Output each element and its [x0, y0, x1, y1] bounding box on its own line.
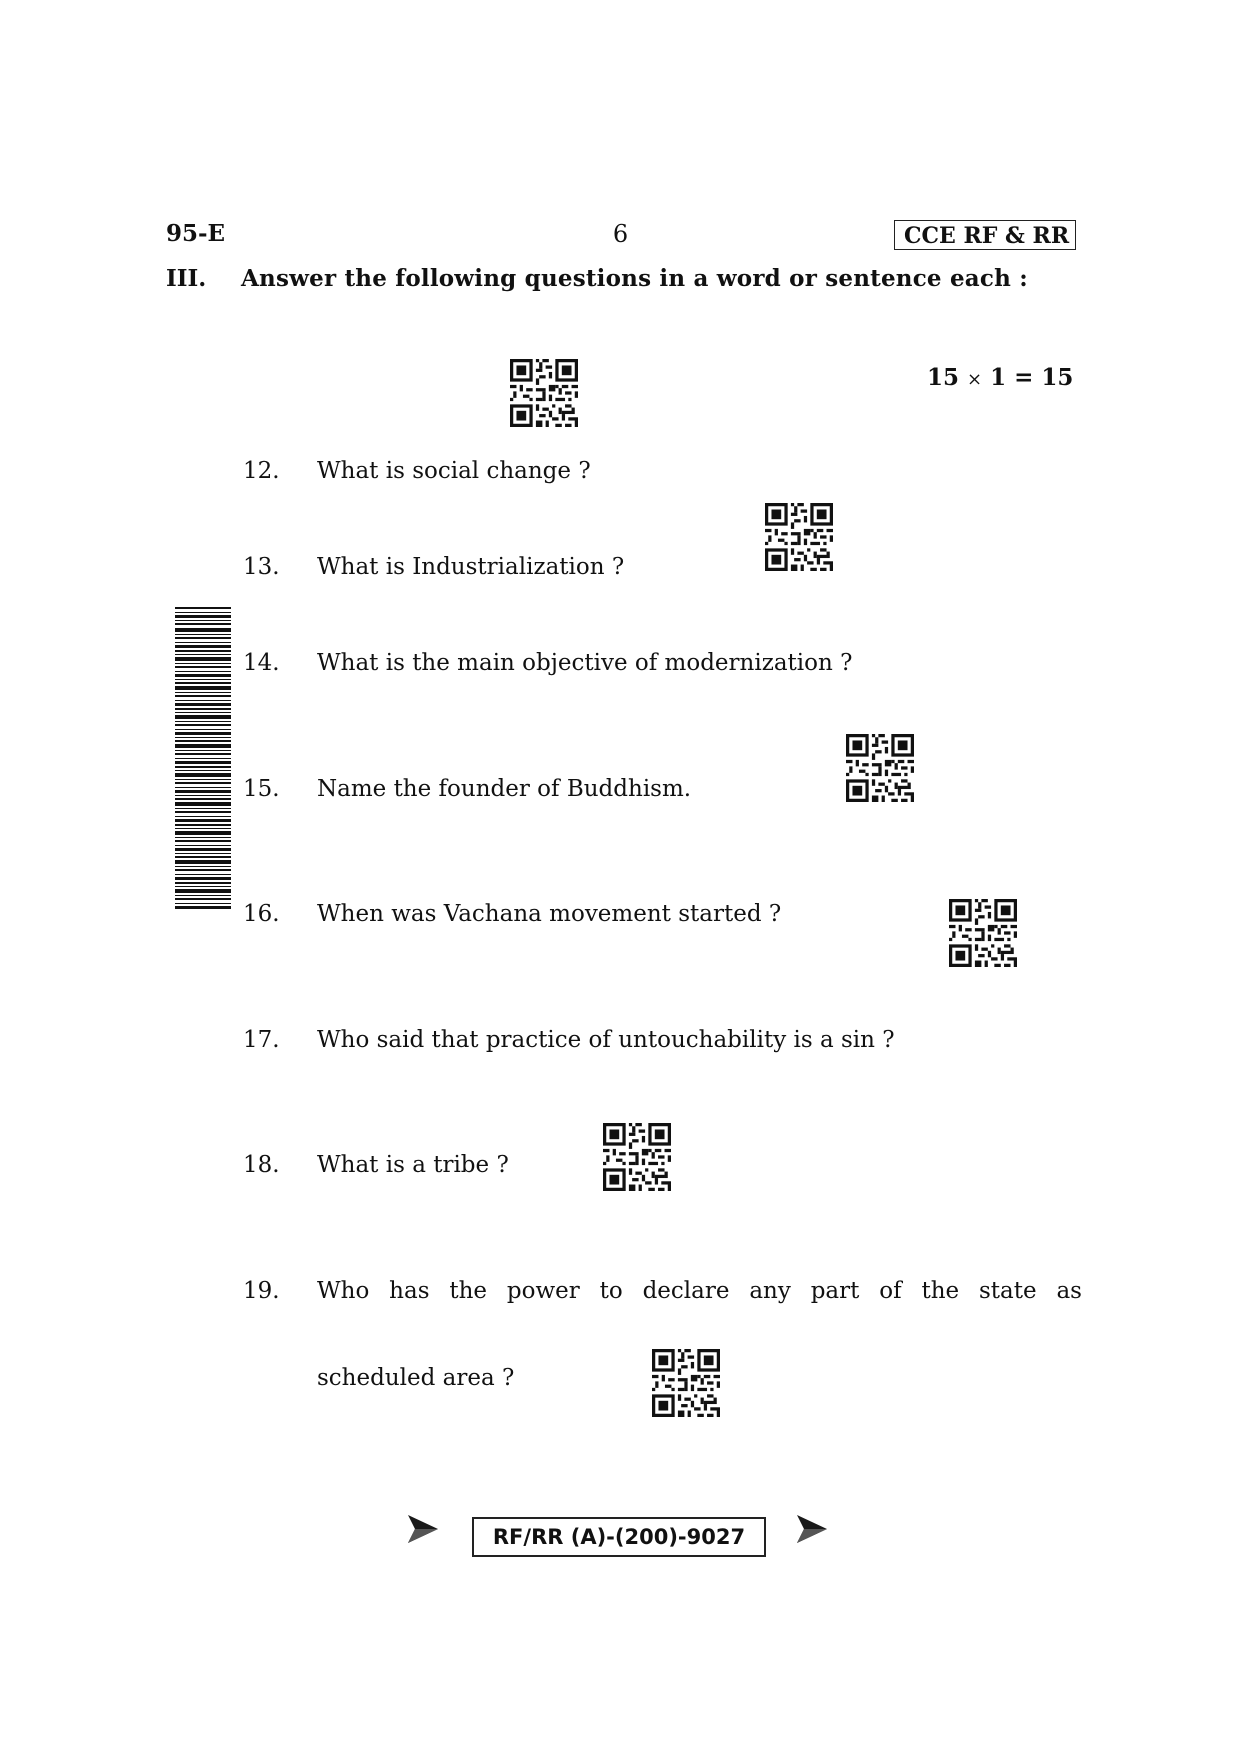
question-text: Name the founder of Buddhism. [317, 776, 692, 802]
marks-count: 15 [927, 364, 960, 391]
question-number: 14. [243, 650, 280, 676]
question-number: 13. [243, 554, 280, 580]
question-number: 15. [243, 776, 280, 802]
question-text: When was Vachana movement started ? [317, 901, 782, 927]
page-number: 6 [612, 220, 629, 248]
question-text: Who said that practice of untouchability is a sin ? [317, 1027, 895, 1053]
question-text: What is the main objective of modernization ? [317, 650, 853, 676]
series-box: CCE RF & RR [894, 220, 1076, 250]
paper-code: 95-E [166, 220, 226, 247]
arrow-right-icon [795, 1512, 829, 1546]
question-text: What is a tribe ? [317, 1152, 509, 1178]
marks-allocation [927, 364, 1073, 391]
question-number: 16. [243, 901, 280, 927]
section-instruction: Answer the following questions in a word or sentence each : [241, 265, 1028, 292]
marks-each: 1 = 15 [990, 364, 1074, 391]
question-number: 12. [243, 458, 280, 484]
qr-code-icon [765, 503, 833, 571]
qr-code-icon [510, 359, 578, 427]
qr-code-icon [603, 1123, 671, 1191]
section-number: III. [166, 265, 207, 292]
qr-code-icon [652, 1349, 720, 1417]
question-number: 17. [243, 1027, 280, 1053]
barcode-icon [175, 607, 231, 909]
qr-code-icon [846, 734, 914, 802]
question-number: 19. [243, 1278, 280, 1304]
arrow-right-icon [406, 1512, 440, 1546]
question-text-continued: scheduled area ? [317, 1365, 515, 1391]
marks-times: × [967, 369, 983, 390]
qr-code-icon [949, 899, 1017, 967]
question-text: What is social change ? [317, 458, 591, 484]
footer-code: RF/RR (A)-(200)-9027 [472, 1517, 766, 1557]
question-text: What is Industrialization ? [317, 554, 625, 580]
question-number: 18. [243, 1152, 280, 1178]
question-text: Who has the power to declare any part of the state as [317, 1278, 1082, 1304]
